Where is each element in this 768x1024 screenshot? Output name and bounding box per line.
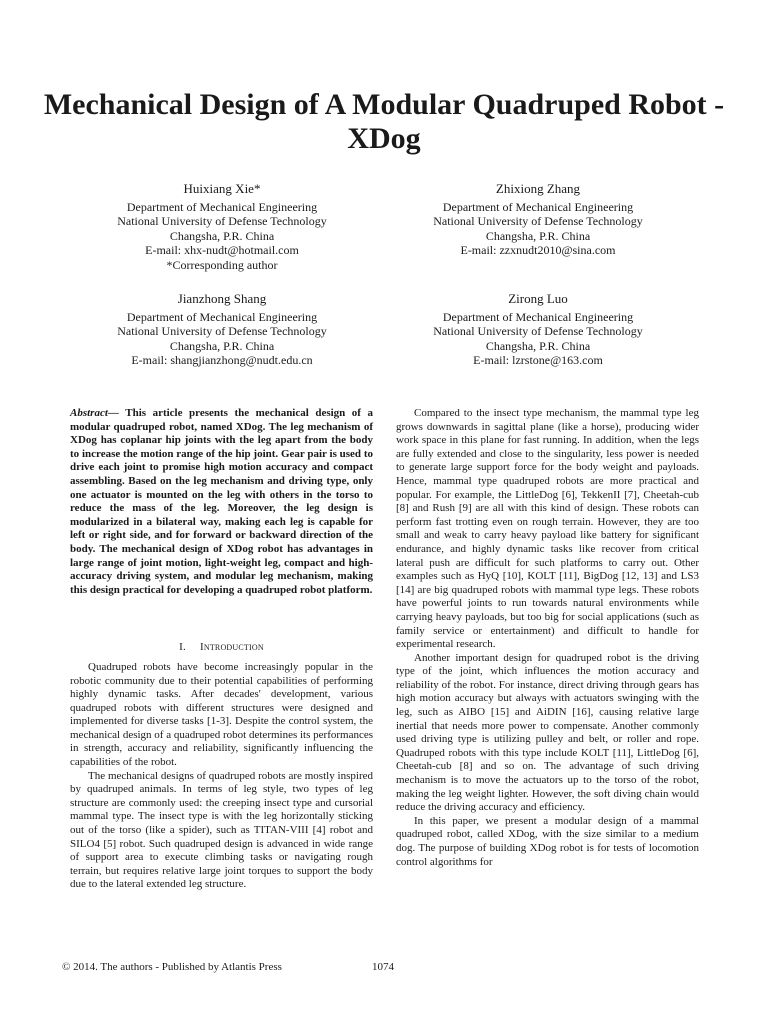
page-number: 1074: [372, 961, 394, 973]
author-block-4: [388, 292, 688, 368]
author-email: E-mail: shangjianzhong@nudt.edu.cn: [131, 353, 313, 367]
right-column: [396, 407, 699, 869]
abstract-text: This article presents the mechanical design of a modular quadruped robot, named XDog. The leg mechanism of XDog has coplanar hip joints with the leg apart from the body to increase the motion range of the hip joint. Gear pair is used to drive each joint to promise high motion accuracy and compact assembling. Based on the leg mechanism and driving type, only one actuator is mounted on the leg with others in the torso to reduce the mass of the leg. Moreover, the leg design is modularized in a bilateral way, making each leg is capable for left or right side, and for forward or backward direction of the body. The mechanical design of XDog robot has advantages in large range of joint motion, light-weight leg, compact and high-accuracy driving system, and modular leg mechanism, making this design practical for developing a quadruped robot platform.: [70, 407, 374, 596]
section-number: I.: [179, 641, 186, 654]
author-email: E-mail: xhx-nudt@hotmail.com: [145, 243, 299, 257]
abstract-label: Abstract—: [70, 407, 119, 419]
left-column: [70, 407, 373, 892]
author-university: National University of Defense Technology: [433, 214, 643, 228]
author-block-1: [72, 182, 372, 272]
copyright-footer: © 2014. The authors - Published by Atlantis Press: [62, 961, 282, 973]
author-name: Huixiang Xie*: [183, 181, 261, 196]
author-email: E-mail: lzrstone@163.com: [473, 353, 603, 367]
author-city: Changsha, P.R. China: [485, 338, 591, 353]
body-paragraph: The mechanical designs of quadruped robots are mostly inspired by quadruped animals. In terms of leg style, two types of leg structure are commonly used: the creeping insect type and cursorial mammal type. The insect type is with the leg horizontally sticking out of the torso (like a spider), such as TITAN-VIII [4] robot and SILO4 [5] robot. Such quadruped design is advanced in wide range of support area to execute climbing tasks or navigating rough terrain, but requires relative large joint torques to support the body due to the lateral extended leg structure.: [70, 769, 373, 891]
author-city: Changsha, P.R. China: [169, 228, 275, 243]
body-paragraph: Another important design for quadruped robot is the driving type of the joint, which influences the motion accuracy and reliability of the robot. For instance, direct driving through gears has high motion accuracy but always with actuators swinging with the leg, such as AIBO [15] and AiDIN [16], causing relative large inertial that needs more power to compensate. Another commonly used driving type is utilizing pulley and belt, or roller and rope. Quadruped robots with this type include KOLT [11], LittleDog [6], Cheetah-cub [8] and so on. The advantage of such driving mechanism is to move the actuators up to the torso of the robot, making the leg weight lighter. However, the soft diving chain would reduce the driving accuracy and efficiency.: [396, 651, 699, 814]
section-heading: [70, 641, 373, 655]
author-department: Department of Mechanical Engineering: [442, 309, 634, 324]
author-department: Department of Mechanical Engineering: [126, 199, 318, 214]
body-paragraph: Quadruped robots have become increasingly popular in the robotic community due to their potential capabilities of performing highly dynamic tasks. After decades' development, various quadruped robots with different structures were designed and implemented for diverse tasks [1-3]. Despite the control system, the mechanical design of a quadruped robot determines its performances in strength, accuracy and reliability, significantly influencing the capabilities of the robot.: [70, 660, 373, 769]
author-department: Department of Mechanical Engineering: [126, 309, 318, 324]
author-university: National University of Defense Technology: [433, 324, 643, 338]
author-university: National University of Defense Technology: [117, 214, 327, 228]
author-city: Changsha, P.R. China: [485, 228, 591, 243]
paper-title: Mechanical Design of A Modular Quadruped Robot - XDog: [43, 88, 725, 155]
author-block-3: [72, 292, 372, 368]
author-department: Department of Mechanical Engineering: [442, 199, 634, 214]
author-email: E-mail: zzxnudt2010@sina.com: [460, 243, 616, 257]
corresponding-author-note: *Corresponding author: [166, 257, 278, 272]
author-name: Zhixiong Zhang: [495, 181, 581, 196]
abstract: [70, 407, 373, 597]
author-university: National University of Defense Technology: [117, 324, 327, 338]
body-paragraph: In this paper, we present a modular design of a mammal quadruped robot, called XDog, with the size similar to a medium dog. The purpose of building XDog robot is for tests of locomotion control algorithms for: [396, 814, 699, 868]
author-city: Changsha, P.R. China: [169, 338, 275, 353]
author-name: Jianzhong Shang: [177, 291, 267, 306]
author-name: Zirong Luo: [508, 291, 568, 306]
author-block-2: [388, 182, 688, 258]
section-title: Introduction: [199, 641, 264, 654]
body-paragraph: Compared to the insect type mechanism, the mammal type leg grows downwards in sagittal plane (like a horse), producing wider work space in this plane for fast running. In addition, when the legs are fully extended and close to the singularity, less power is needed to generate large support force for the body weight and payloads. Hence, mammal type quadruped robots are more practical and popular. For example, the LittleDog [6], TekkenII [7], Cheetah-cub [8] and Rush [9] are all with this kind of design. These robots can perform fast trotting even on rough terrain. However, they are too small and weak to carry heavy payload like battery for significant endurance, and highly dynamic tasks like recover from critical lateral push are difficult for such platforms to carry out. Other examples such as HyQ [10], KOLT [11], BigDog [12, 13] and LS3 [14] are big quadruped robots with mammal type legs. These robots have powerful joints to run towards natural environments while carrying heavy payloads, but too big for social applications (such as family service or entertainment) and difficult to handle for experimental research.: [396, 407, 699, 651]
